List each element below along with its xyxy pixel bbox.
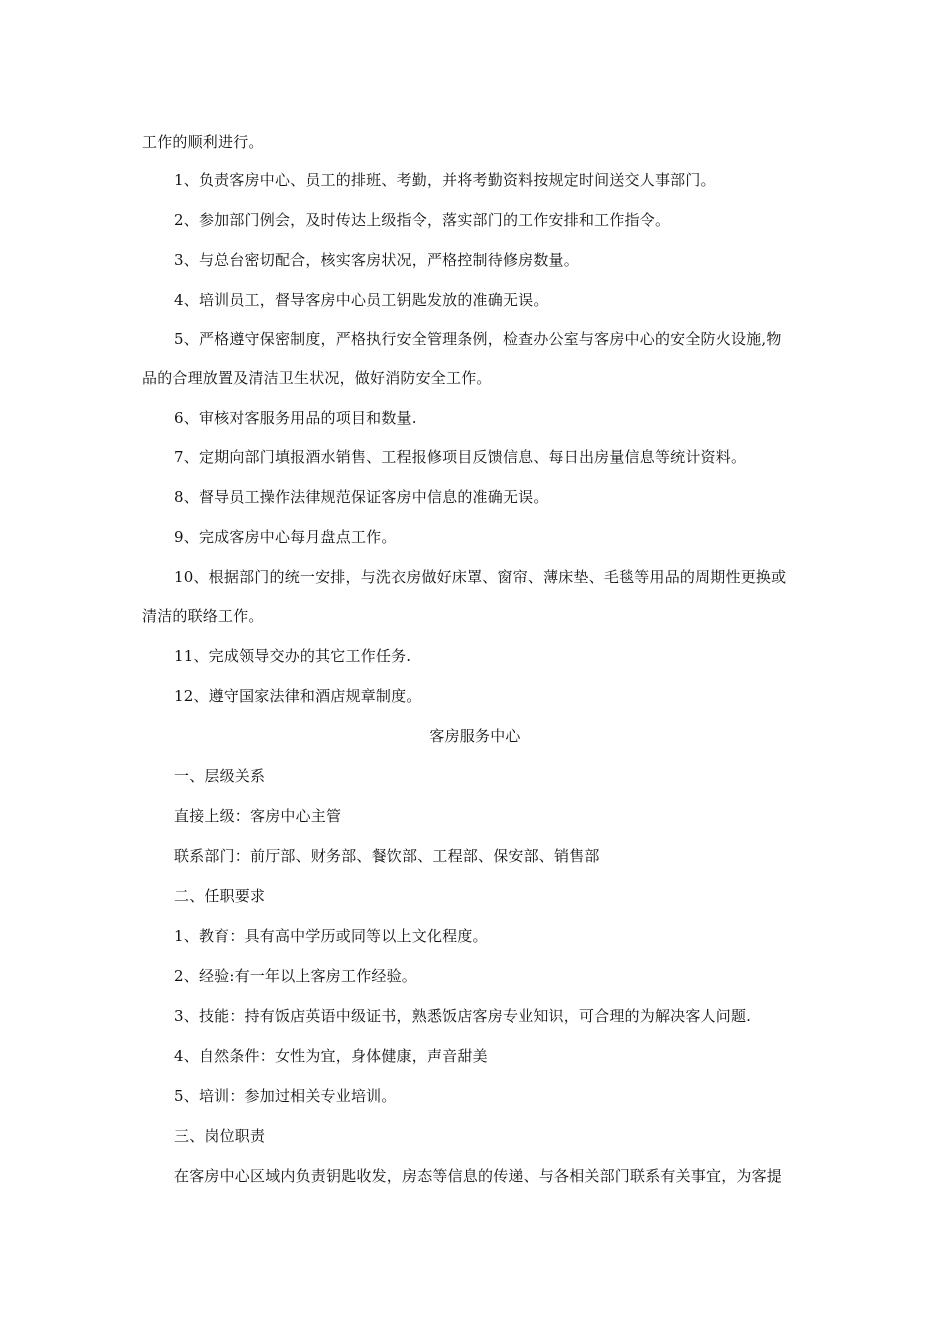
duty-item-7: 7、定期向部门填报酒水销售、工程报修项目反馈信息、每日出房量信息等统计资料。: [174, 448, 747, 466]
duty-item-8: 8、督导员工操作法律规范保证客房中信息的准确无误。: [174, 488, 549, 506]
duty-item-1: 1、负责客房中心、员工的排班、考勤，并将考勤资料按规定时间送交人事部门。: [174, 171, 716, 189]
duty-item-5-continuation: 品的合理放置及清洁卫生状况，做好消防安全工作。: [142, 369, 492, 387]
liaison-departments: 联系部门：前厅部、财务部、餐饮部、工程部、保安部、销售部: [174, 847, 600, 865]
duty-item-9: 9、完成客房中心每月盘点工作。: [174, 528, 397, 546]
duty-item-3: 3、与总台密切配合，核实客房状况，严格控制待修房数量。: [174, 251, 579, 269]
section-title: 客房服务中心: [429, 727, 521, 745]
paragraph-continuation: 工作的顺利进行。: [142, 133, 264, 151]
requirement-skills: 3、技能：持有饭店英语中级证书，熟悉饭店客房专业知识，可合理的为解决客人问题.: [174, 1007, 752, 1025]
duty-item-2: 2、参加部门例会，及时传达上级指令，落实部门的工作安排和工作指令。: [174, 211, 671, 229]
heading-requirements: 二、任职要求: [174, 887, 266, 905]
requirement-education: 1、教育：具有高中学历或同等以上文化程度。: [174, 927, 488, 945]
duty-item-6: 6、审核对客服务用品的项目和数量.: [174, 409, 417, 427]
heading-hierarchy: 一、层级关系: [174, 767, 266, 785]
duty-item-12: 12、遵守国家法律和酒店规章制度。: [174, 687, 422, 705]
duties-paragraph: 在客房中心区域内负责钥匙收发，房态等信息的传递、与各相关部门联系有关事宜，为客提: [174, 1167, 783, 1185]
duty-item-4: 4、培训员工，督导客房中心员工钥匙发放的准确无误。: [174, 291, 549, 309]
duty-item-11: 11、完成领导交办的其它工作任务.: [174, 647, 412, 665]
heading-duties: 三、岗位职责: [174, 1127, 266, 1145]
duty-item-10-continuation: 清洁的联络工作。: [142, 607, 264, 625]
duty-item-10: 10、根据部门的统一安排，与洗衣房做好床罩、窗帘、薄床垫、毛毯等用品的周期性更换或: [174, 568, 787, 586]
duty-item-5: 5、严格遵守保密制度，严格执行安全管理条例，检查办公室与客房中心的安全防火设施,物: [174, 330, 782, 348]
direct-superior: 直接上级：客房中心主管: [174, 807, 342, 825]
requirement-physical: 4、自然条件：女性为宜，身体健康，声音甜美: [174, 1047, 488, 1065]
requirement-training: 5、培训：参加过相关专业培训。: [174, 1087, 397, 1105]
requirement-experience: 2、经验:有一年以上客房工作经验。: [174, 967, 417, 985]
